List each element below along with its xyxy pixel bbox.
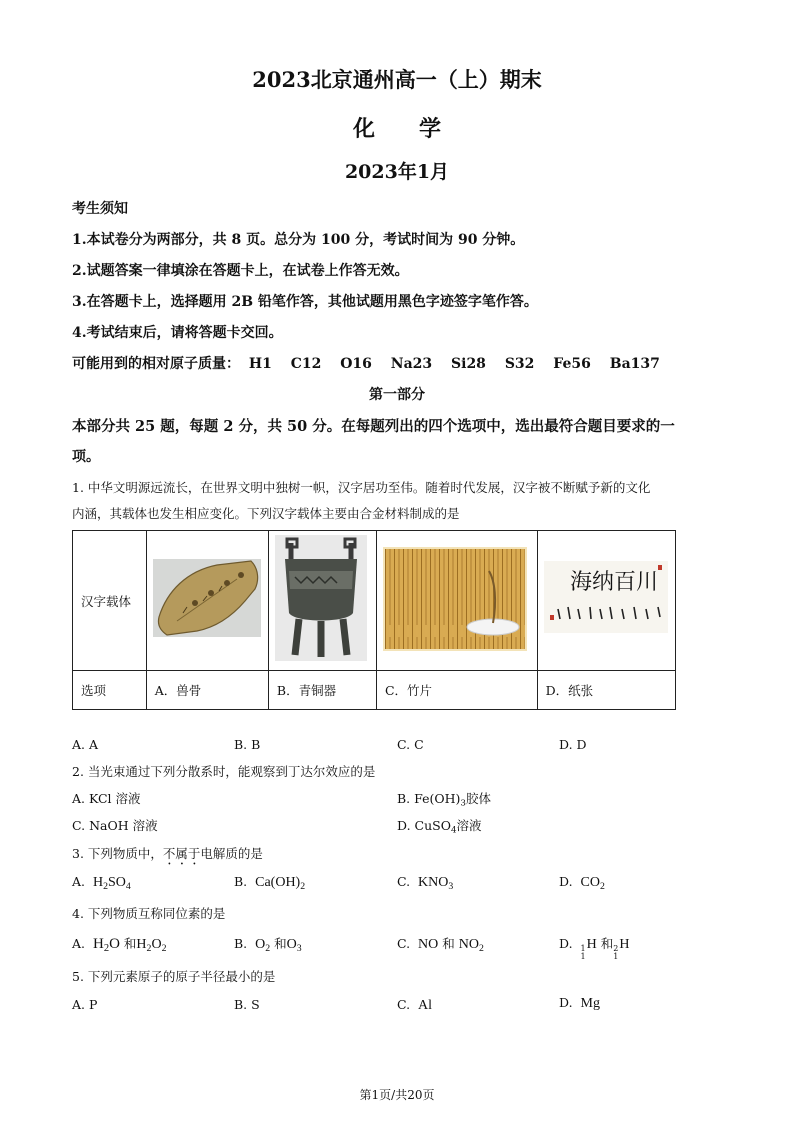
- q3-option-b-label: B.: [234, 874, 248, 889]
- bamboo-slips-image: [377, 531, 533, 667]
- exam-title: 2023北京通州高一（上）期末: [252, 67, 542, 92]
- carrier-table: [72, 530, 676, 710]
- q3-option-a[interactable]: [72, 874, 131, 892]
- part-instruction-line1: 本部分共 25 题，每题 2 分，共 50 分。在每题列出的四个选项中，选出最符合题目要求的一: [72, 418, 675, 435]
- carrier-cell-bamboo: [376, 531, 537, 671]
- q5-stem: 5. 下列元素原子的原子半径最小的是: [72, 969, 276, 984]
- q3-option-c-formula: $KNO_3$: [418, 875, 454, 892]
- calligraphy-paper-image: [538, 531, 672, 667]
- q4-option-d-iso1: 1 1: [580, 944, 586, 961]
- q4-option-b-formula: $O_2$: [255, 937, 271, 954]
- carrier-cell-paper: [537, 531, 675, 671]
- q3-option-b-formula: $Ca(OH)_2$: [255, 875, 306, 892]
- q3-option-d-formula: $CO_2$: [580, 875, 605, 892]
- q3-stem-pre: 3. 下列物质中，: [72, 846, 163, 861]
- q3-stem-emphasis: 不属于: [162, 846, 201, 861]
- notice-heading: 考生须知: [72, 201, 128, 217]
- atomic-mass-label: 可能用到的相对原子质量：: [72, 356, 240, 372]
- q2-option-c[interactable]: C. NaOH 溶液: [72, 818, 158, 833]
- exam-date: 2023年1月: [344, 161, 450, 183]
- option-row-label: 选项: [73, 671, 147, 710]
- q4-option-d[interactable]: [559, 934, 629, 961]
- q4-stem: 4. 下列物质互称同位素的是: [72, 906, 226, 921]
- q4-option-c-formula2: $NO_2$: [458, 937, 484, 954]
- part-instruction-line2: 项。: [72, 449, 100, 465]
- q4-option-d-label: D.: [559, 936, 573, 951]
- q4-option-b-formula2: $O_3$: [286, 937, 302, 954]
- q1-answer-c[interactable]: C. C: [397, 737, 424, 752]
- atomic-mass-na: Na23: [390, 356, 433, 372]
- q5-option-c-value: Al: [418, 998, 433, 1013]
- atomic-mass-line: [72, 353, 660, 373]
- q5-option-a[interactable]: A. P: [72, 997, 98, 1012]
- q4-option-a-formula: $H_2O$: [92, 936, 120, 955]
- q5-option-c-label: C.: [397, 997, 411, 1012]
- page-number: 第1页/共20页: [359, 1088, 435, 1102]
- q2-option-b[interactable]: [397, 789, 491, 809]
- carrier-row-label: 汉字载体: [73, 531, 147, 671]
- q2-option-d-suffix: 溶液: [456, 818, 482, 833]
- q4-option-c-and: 和: [442, 936, 455, 951]
- q5-option-d-value: Mg: [580, 996, 600, 1011]
- q4-option-c-formula: NO: [418, 937, 439, 952]
- option-cell-c: C．竹片: [376, 671, 537, 710]
- atomic-mass-h: H1: [248, 356, 272, 372]
- q3-option-c[interactable]: [397, 874, 453, 892]
- q3-option-b[interactable]: [234, 874, 305, 892]
- notice-item-3: 3.在答题卡上，选择题用 2B 铅笔作答，其他试题用黑色字迹签字笔作答。: [72, 294, 538, 310]
- q2-option-b-suffix: 胶体: [466, 791, 492, 806]
- q4-option-d-formula2: H: [619, 937, 630, 952]
- q3-option-c-label: C.: [397, 874, 411, 889]
- q2-option-d-text: D. CuSO: [397, 818, 451, 833]
- q4-option-c[interactable]: [397, 934, 484, 954]
- q1-stem-line2: 内涵，其载体也发生相应变化。下列汉字载体主要由合金材料制成的是: [72, 506, 460, 521]
- notice-item-4: 4.考试结束后，请将答题卡交回。: [72, 325, 283, 341]
- q2-option-b-sub: 3: [460, 798, 466, 809]
- q3-option-a-formula: $H_2SO_4$: [92, 875, 131, 892]
- q3-stem-post: 电解质的是: [200, 846, 263, 861]
- q4-option-a-and: 和: [123, 936, 137, 951]
- q3-option-d-label: D.: [559, 874, 573, 889]
- notice-item-1: 1.本试卷分为两部分，共 8 页。总分为 100 分，考试时间为 90 分钟。: [72, 232, 525, 248]
- oracle-bone-image: [147, 531, 265, 667]
- q4-option-a-label: A.: [72, 936, 86, 951]
- atomic-mass-o: O16: [340, 356, 372, 372]
- q3-option-d[interactable]: [559, 874, 605, 892]
- q2-stem: 2. 当光束通过下列分散系时，能观察到丁达尔效应的是: [72, 764, 376, 779]
- option-cell-b: B．青铜器: [268, 671, 376, 710]
- q1-stem-line1: 1. 中华文明源远流长，在世界文明中独树一帜，汉字居功至伟。随着时代发展，汉字被不断赋予新的文化: [72, 480, 651, 495]
- q2-option-a[interactable]: A. KCl 溶液: [72, 791, 141, 806]
- q3-stem: [72, 844, 263, 868]
- q1-answer-d[interactable]: D. D: [559, 737, 587, 752]
- q2-option-d[interactable]: [397, 816, 482, 836]
- atomic-mass-ba: Ba137: [609, 356, 660, 372]
- q3-option-a-label: A.: [72, 874, 86, 889]
- carrier-cell-bone: [146, 531, 268, 671]
- q4-option-d-iso2: 2 1: [613, 944, 619, 961]
- q4-option-a[interactable]: [72, 934, 166, 954]
- option-cell-d: D．纸张: [537, 671, 675, 710]
- part-title: 第一部分: [369, 387, 425, 403]
- atomic-mass-fe: Fe56: [553, 356, 591, 372]
- q4-option-a-formula2: $H_2O_2$: [136, 937, 167, 954]
- option-cell-a: A．兽骨: [146, 671, 268, 710]
- notice-item-2: 2.试题答案一律填涂在答题卡上，在试卷上作答无效。: [72, 263, 409, 279]
- q5-option-b[interactable]: B. S: [234, 997, 260, 1012]
- q4-option-d-and: 和: [600, 936, 614, 951]
- q2-option-d-sub: 4: [450, 825, 457, 836]
- q1-answer-b[interactable]: B. B: [234, 737, 261, 752]
- q1-answer-a[interactable]: A. A: [72, 737, 99, 752]
- subject-title: 化 学: [352, 116, 441, 142]
- bronze-vessel-image: [269, 531, 373, 667]
- q4-option-b-and: 和: [274, 936, 287, 951]
- atomic-mass-s: S32: [504, 356, 535, 372]
- q5-option-d-label: D.: [559, 995, 573, 1010]
- q2-option-b-text: B. Fe(OH): [397, 791, 461, 806]
- q4-option-c-label: C.: [397, 936, 411, 951]
- calligraphy-main-text: 海纳百川: [569, 570, 658, 595]
- atomic-mass-c: C12: [290, 356, 322, 372]
- atomic-mass-si: Si28: [451, 356, 486, 372]
- carrier-cell-bronze: [268, 531, 376, 671]
- q4-option-b-label: B.: [234, 936, 248, 951]
- q5-option-c[interactable]: [397, 997, 432, 1014]
- q5-option-d[interactable]: [559, 995, 600, 1012]
- q4-option-d-formula: H: [586, 937, 597, 952]
- q4-option-b[interactable]: [234, 934, 302, 954]
